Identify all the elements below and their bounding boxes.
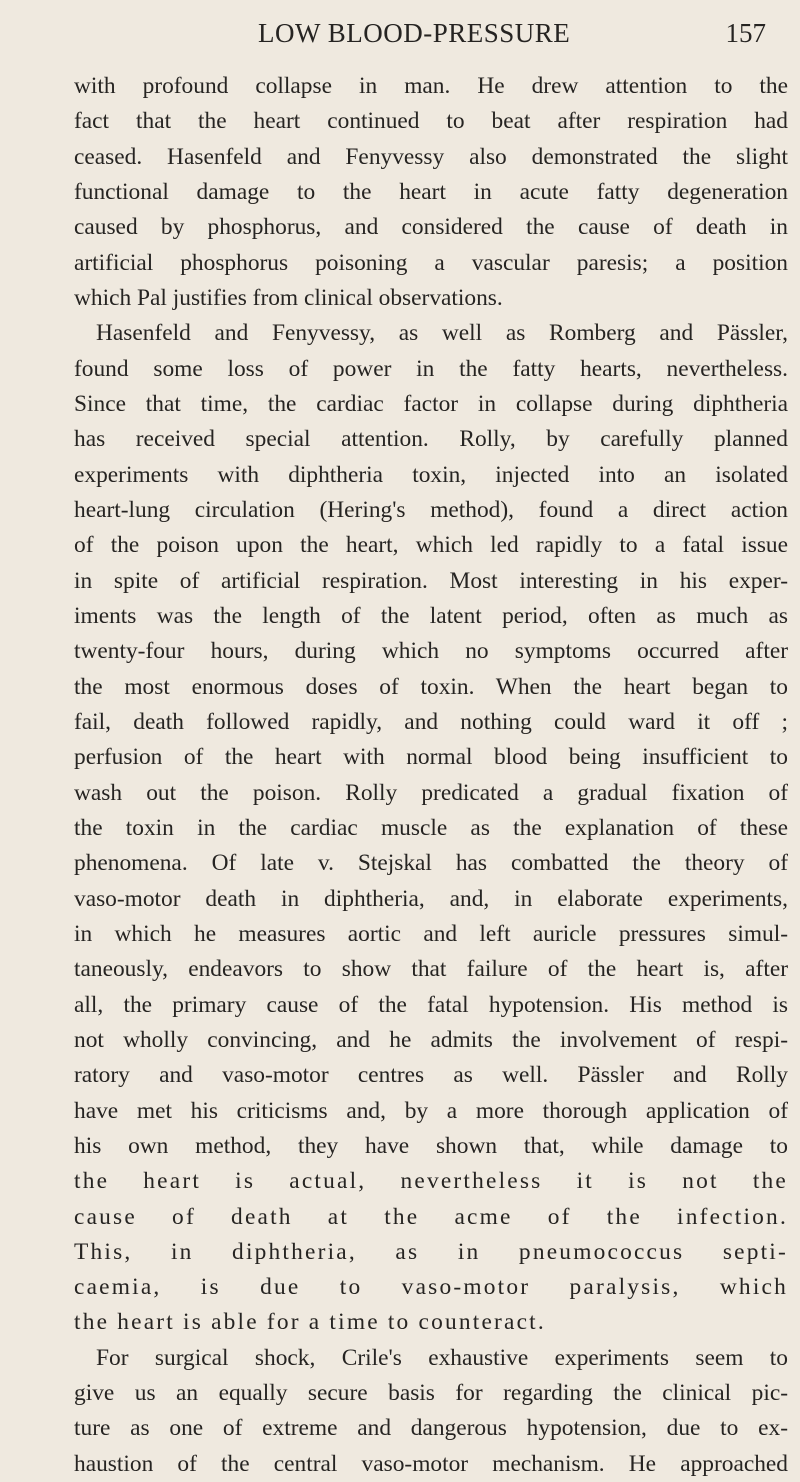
text-line: vaso-motor death in diphtheria, and, in elaborate experiments,: [74, 885, 788, 912]
text-line: the heart is actual, nevertheless it is not the: [74, 1168, 788, 1195]
text-line: the most enormous doses of toxin. When the heart began to: [74, 673, 788, 700]
text-line: twenty-four hours, during which no symptoms occurred after: [74, 638, 788, 665]
text-line: fact that the heart continued to beat after respiration had: [74, 108, 788, 135]
running-title: LOW BLOOD-PRESSURE: [258, 18, 571, 48]
text-line: cause of death at the acme of the infection.: [74, 1203, 788, 1230]
text-line: his own method, they have shown that, while damage to: [74, 1132, 788, 1159]
text-line: heart-lung circulation (Hering's method), found a direct action: [74, 496, 788, 523]
text-line: the heart is able for a time to counteract.: [74, 1309, 546, 1336]
text-line: ratory and vaso-motor centres as well. Pässler and Rolly: [74, 1062, 788, 1089]
text-line: taneously, endeavors to show that failure of the heart is, after: [74, 956, 788, 983]
text-line: perfusion of the heart with normal blood being insufficient to: [74, 744, 788, 771]
text-line: wash out the poison. Rolly predicated a gradual fixation of: [74, 779, 788, 806]
text-line: This, in diphtheria, as in pneumococcus septi-: [74, 1238, 788, 1265]
text-line: ture as one of extreme and dangerous hypotension, due to ex-: [74, 1415, 788, 1442]
text-line: artificial phosphorus poisoning a vascular paresis; a position: [74, 249, 788, 276]
text-line: all, the primary cause of the fatal hypotension. His method is: [74, 991, 788, 1018]
text-line: fail, death followed rapidly, and nothing could ward it off ;: [74, 708, 788, 735]
text-line: with profound collapse in man. He drew attention to the: [74, 73, 788, 99]
text-line: of the poison upon the heart, which led rapidly to a fatal issue: [74, 532, 788, 559]
text-line: not wholly convincing, and he admits the involvement of respi-: [74, 1026, 788, 1053]
body-text: [74, 69, 788, 1482]
running-head: [0, 8, 800, 58]
text-line: Since that time, the cardiac factor in collapse during diphtheria: [74, 390, 788, 417]
text-line: caused by phosphorus, and considered the cause of death in: [74, 214, 788, 241]
text-line: in spite of artificial respiration. Most interesting in his exper-: [74, 567, 788, 594]
page-number: 157: [725, 18, 766, 48]
text-line: iments was the length of the latent period, often as much as: [74, 602, 788, 629]
text-line: in which he measures aortic and left auricle pressures simul-: [74, 920, 788, 947]
text-line: haustion of the central vaso-motor mechanism. He approached: [74, 1450, 788, 1477]
text-line: For surgical shock, Crile's exhaustive experiments seem to: [96, 1344, 788, 1371]
text-line: ceased. Hasenfeld and Fenyvessy also demonstrated the slight: [74, 143, 788, 170]
text-line: experiments with diphtheria toxin, injected into an isolated: [74, 461, 788, 488]
text-line: give us an equally secure basis for regarding the clinical pic-: [74, 1380, 788, 1407]
text-line: functional damage to the heart in acute fatty degeneration: [74, 178, 788, 205]
text-line: which Pal justifies from clinical observations.: [74, 284, 503, 311]
text-line: caemia, is due to vaso-motor paralysis, which: [74, 1274, 788, 1301]
text-line: found some loss of power in the fatty hearts, nevertheless.: [74, 355, 788, 382]
text-line: phenomena. Of late v. Stejskal has combatted the theory of: [74, 850, 788, 877]
text-line: has received special attention. Rolly, by carefully planned: [74, 426, 788, 453]
text-line: the toxin in the cardiac muscle as the explanation of these: [74, 814, 788, 841]
text-line: Hasenfeld and Fenyvessy, as well as Romberg and Pässler,: [96, 320, 788, 347]
text-line: have met his criticisms and, by a more thorough application of: [74, 1097, 788, 1124]
